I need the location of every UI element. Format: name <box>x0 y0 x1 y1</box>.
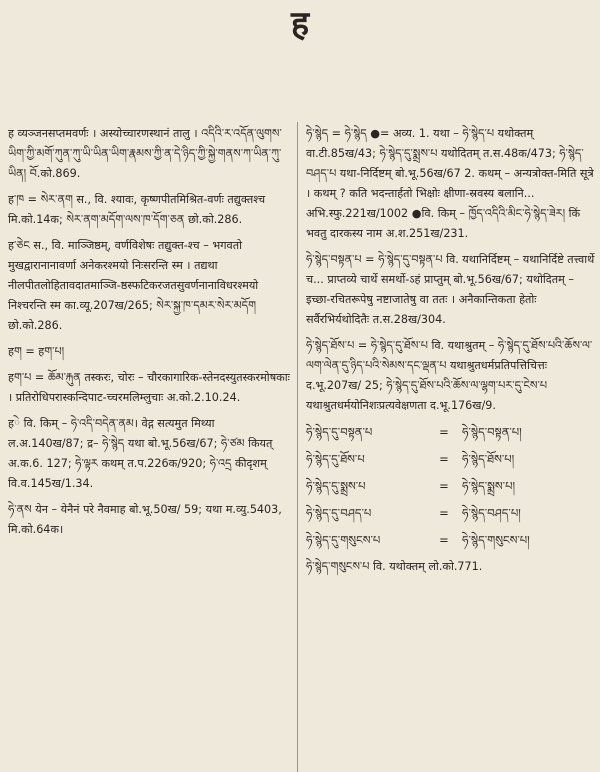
equivalence-target: ཧེ་སྙེད་བཤད་པ། <box>462 506 521 520</box>
equivalence-row <box>306 530 596 550</box>
equivalence-row <box>306 449 596 469</box>
equivalence-term: ཧེ་སྙེད་དུ་བཤད་པ <box>306 506 372 520</box>
equivalence-term: ཧེ་སྙེད་དུ་གསུངས་པ <box>306 533 381 547</box>
entry-he-snyed: ཧེ་སྙེད = ཧེ་སྙེད ●= अव्य. 1. यथा – ཧེ་སྙེད་པ यथोक्तम् वा.टी.85ख/43; ཧེ་སྙེད་དུ་སྨྲས་པ यथोदितम् त.स.48क/473; ཧེ་སྙེད་བཤད་པ यथा-निर्दिष्टम् बो.भू.56ख/67 2. कथम् – अन्यत्रोक्त-मिति सूत्रे । कथम् ? कति भदन्तार्हतो भिक्षोः क्षीणा-स्रवस्य बलानि... अभि.स्फु.221ख/1002 ●वि. किम् – ཁྱོད་འདིའི་མིང་ཧེ་སྙེད་ཟེར། किं भवतु दारकस्य नाम अ.श.251ख/231. <box>306 127 594 240</box>
entry-he-snyed-gsungs-pa: ཧེ་སྙེད་གསུངས་པ वि. यथोक्तम् लो.को.771. <box>306 560 483 573</box>
equivalence-target: ཧེ་སྙེད་ཐོས་པ། <box>462 452 515 466</box>
entry-ha-kha: ह་ཁ = སེར་ནག स., वि. श्यावः, कृष्णपीतमिश्रित-वर्णः तद्युक्तश्च मि.को.14क; སེར་ནག་མདོག་ལས་ཁ་དོག་ཅན छो.को.286. <box>8 193 266 226</box>
column-divider <box>297 122 298 772</box>
equivalence-row <box>306 422 596 442</box>
equals-sign: = <box>439 425 449 439</box>
equivalence-target: ཧེ་སྙེད་གསུངས་པ། <box>462 533 530 547</box>
equivalence-row <box>306 503 596 523</box>
entry-he: हེ वि. किम् – ཧེ་འདི་བདེན་ནམ। वेद्ग सत्यमुत मिथ्या ल.अ.140ख/87; द्र– ཧེ་སྙེད यथा बो.भू.56ख/67; ཧེ་ཙམ कियत् अ.क.6. 127; ཧེ་ལྟར कथम् त.प.226क/920; ཧེ་འདྲ कीदृशम् वि.व.145ख/1.34. <box>8 417 273 490</box>
entry-hag: हག = हག་པ། <box>8 345 65 358</box>
left-column <box>8 124 290 546</box>
entry-he-nas: ཧེ་ནས येन – येनैनं परे नैवमाह बो.भू.50ख/ 59; यथा म.व्यु.5403, मि.को.64क। <box>8 503 282 536</box>
right-column <box>306 124 596 583</box>
equivalence-term: ཧེ་སྙེད་དུ་བསྟན་པ <box>306 425 373 439</box>
equals-sign: = <box>439 479 449 493</box>
equals-sign: = <box>439 452 449 466</box>
entry-ha: ह व्यञ्जनसप्तमवर्णः । अस्योच्चारणस्थानं तालु । འདིའི་ར་འདོན་ལུགས་ཡིག་ཀྱི་མགོ་ཀུན་ཀུ་ཡི་ཡིན་ཡིག་རྣམས་ཀྱི་ན་དེ་ཉིད་ཀྱི་སྐྱེ་གནས་ཀ་ཡིན་ཀུ་ཡིན། བོ.को.869. <box>8 127 282 180</box>
entry-he-snyed-thos-pa: ཧེ་སྙེད་ཐོས་པ = ཧེ་སྙེད་དུ་ཐོས་པ वि. यथाश्रुतम् – ཧེ་སྙེད་དུ་ཐོས་པའི་ཆོས་ལ་ལག་ལེན་དུ་ཉིད་པའི་སེམས་དང་ལྡན་པ यथाश्रुतधर्मप्रतिपत्तिचित्तः द.भू.207ख/ 25; ཧེ་སྙེད་དུ་ཐོས་པའི་ཆོས་ལ་ལྷག་པར་དུ་ངེས་པ यथाश्रुतधर्मयोनिशःप्रत्यवेक्षणता द.भू.176ख/9. <box>306 339 593 412</box>
entry-hag-pa: हག་པ = ཆོམ་རྐུན तस्करः, चोरः – चौरकागारिक-स्तेनदस्युतस्करमोषकाः । प्रतिरोधिपरास्कन्दिपाट-च्चरमलिम्लुचाः अ.को.2.10.24. <box>8 371 290 404</box>
page-letter: ह <box>290 4 310 44</box>
equals-sign: = <box>439 533 449 547</box>
entry-ha-ceng: ह་ཅེང स., वि. माञ्जिष्ठम्, वर्णविशेषः तद्युक्त-श्च – भगवतो मुखद्वारानानावर्णा अनेकरश्मयो निःसरन्ति स्म । तद्यथा नीलपीतलोहितावदातमाञ्जि-ष्ठस्फटिकरजतसुवर्णनानाविधरश्मयो निश्चरन्ति स्म का.व्यू.207ख/265; སེར་སྐྱ་ཁ་དམར་སེར་མདོག छो.को.286. <box>8 239 259 332</box>
equivalence-target: ཧེ་སྙེད་བསྟན་པ། <box>462 425 522 439</box>
equals-sign: = <box>439 506 449 520</box>
equivalence-target: ཧེ་སྙེད་སྨྲས་པ། <box>462 479 516 493</box>
equivalence-term: ཧེ་སྙེད་དུ་ཐོས་པ <box>306 452 365 466</box>
equivalence-row <box>306 476 596 496</box>
equivalence-term: ཧེ་སྙེད་དུ་སྨྲས་པ <box>306 479 366 493</box>
entry-he-snyed-bstan-pa: ཧེ་སྙེད་བསྟན་པ = ཧེ་སྙེད་དུ་བསྟན་པ वि. यथानिर्दिष्टम् – यथानिर्दिष्टे तत्त्वार्थे च... प्राप्तव्ये चार्थे समर्थो-ऽहं प्राप्तुम् बो.भू.56ख/67; यथोदितम् – इच्छा-रचितरूपेषु नष्टाजातेषु वा ततः । अनैकान्तिकता हेतोः सर्वैरभिर्यथोदितैः त.स.28ख/304. <box>306 253 595 326</box>
